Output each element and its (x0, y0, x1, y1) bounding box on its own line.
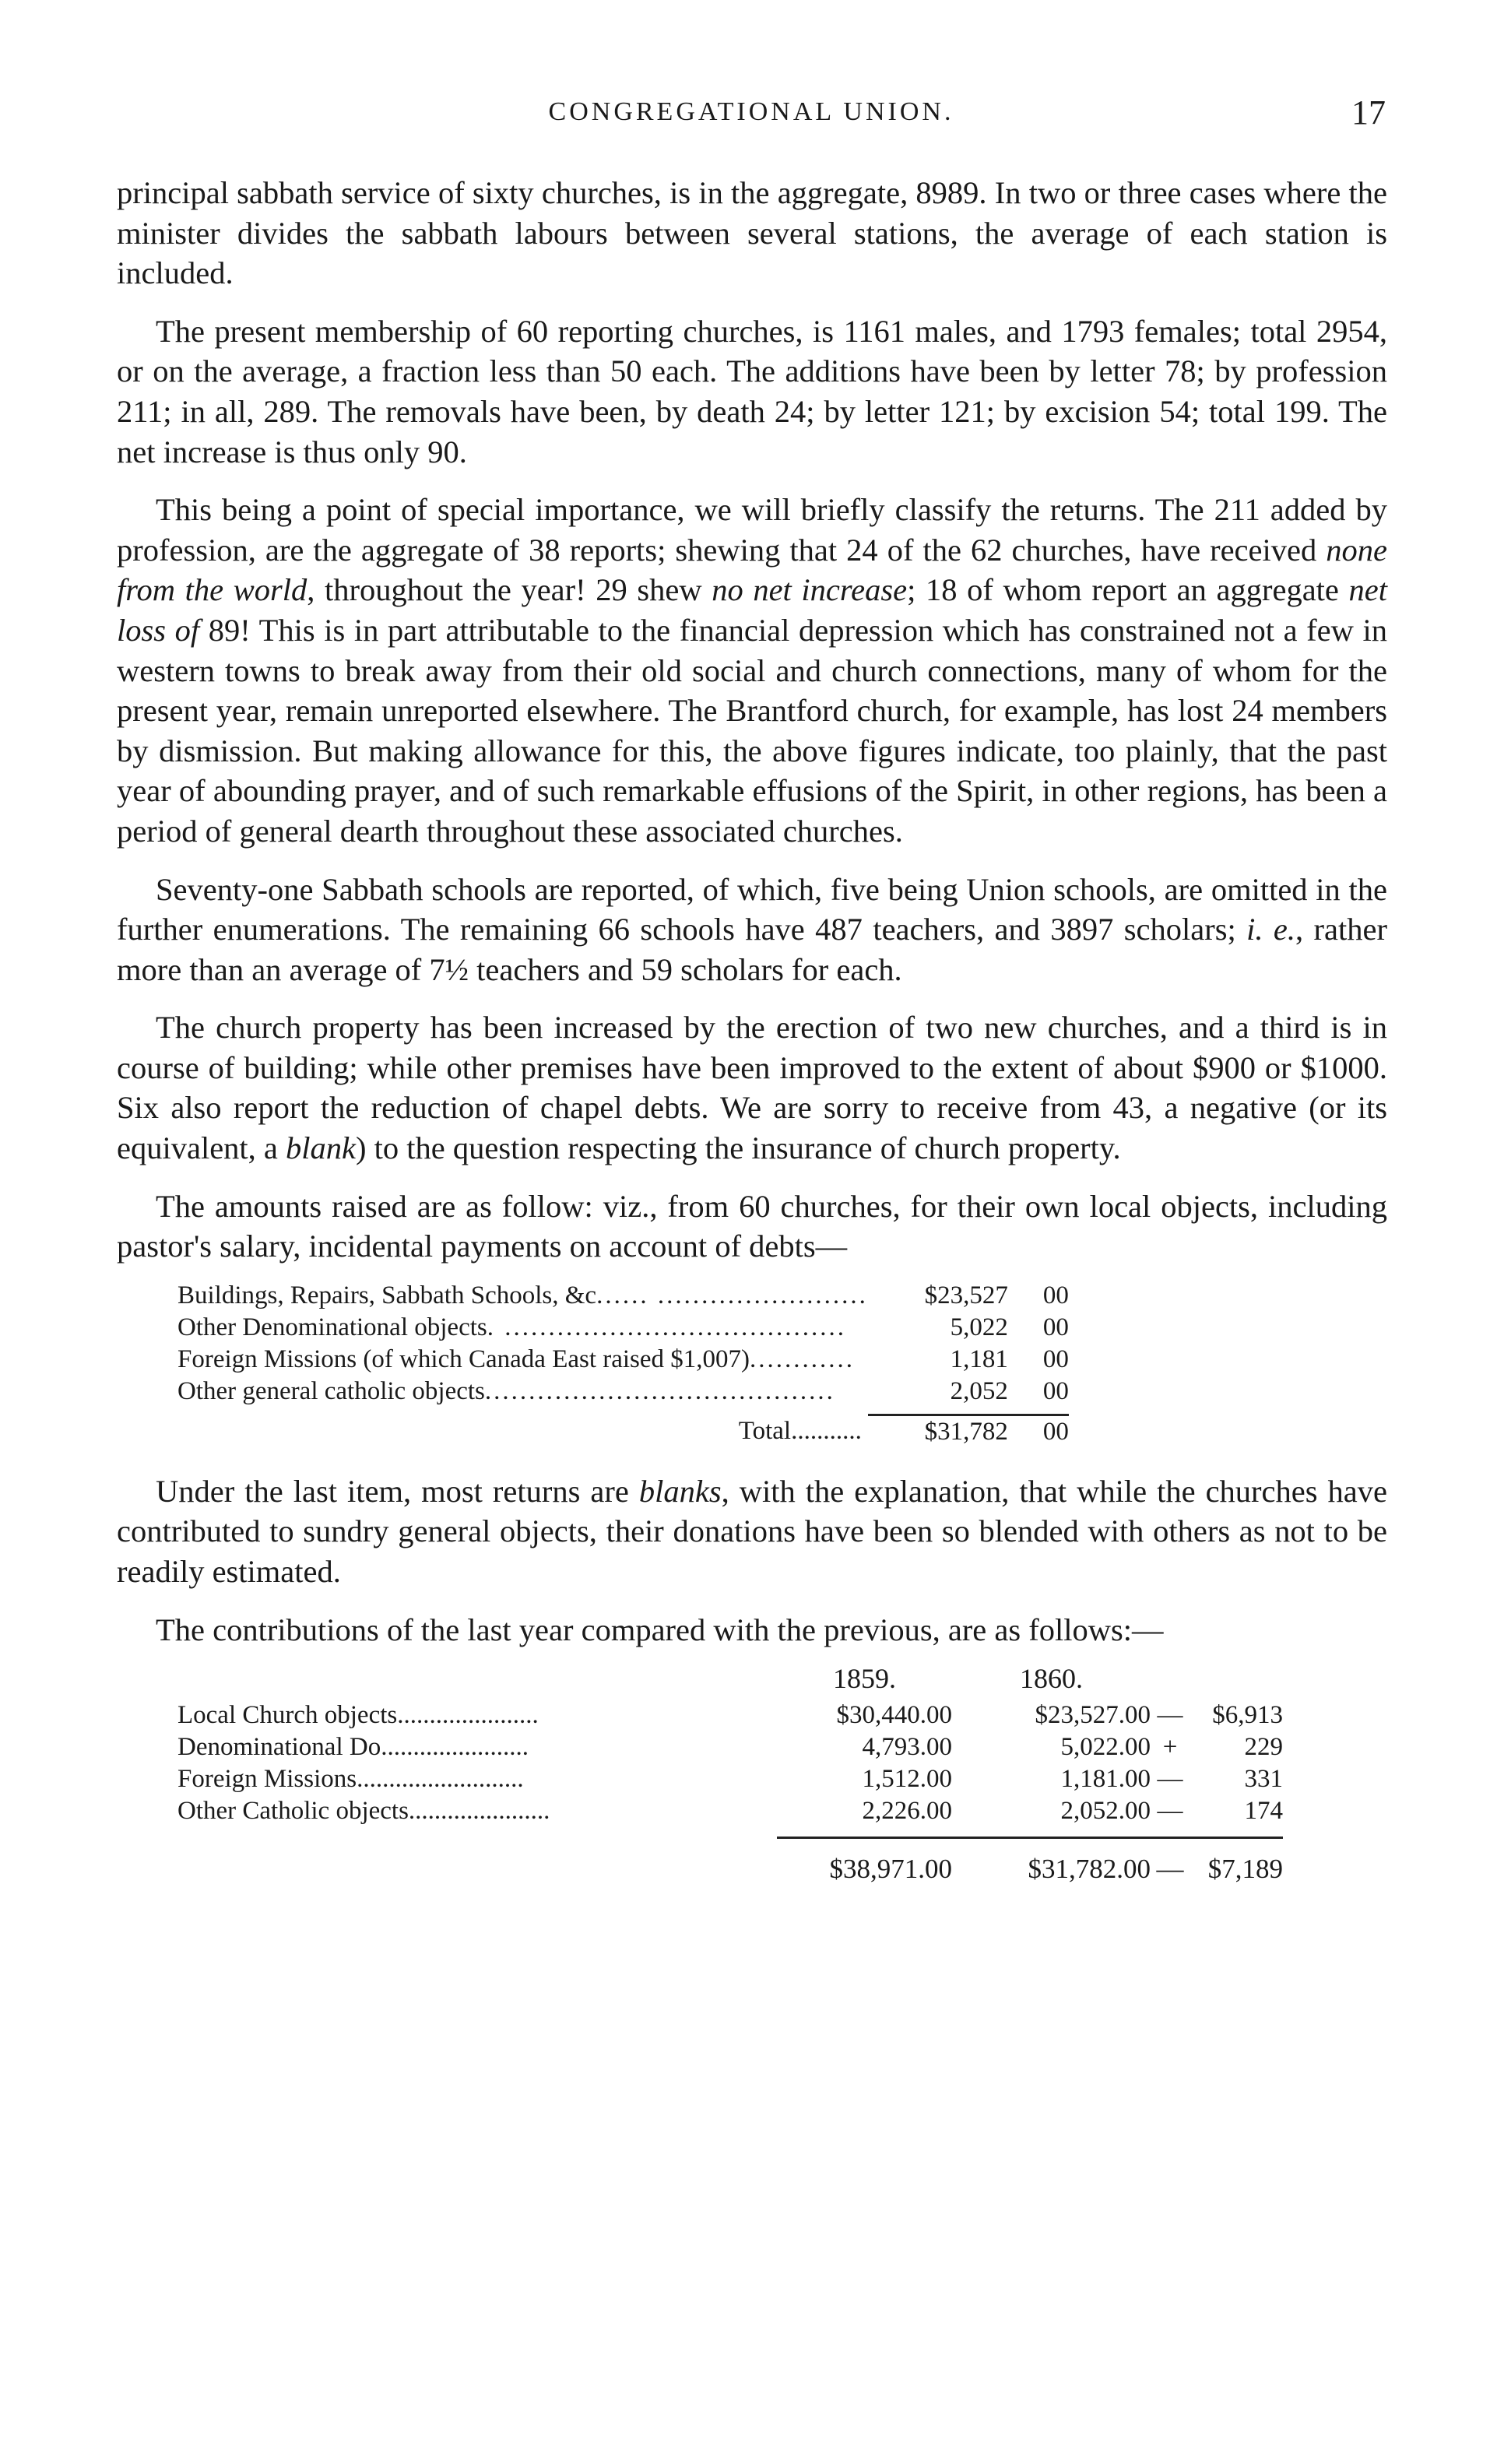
cents-cell: 00 (1042, 1313, 1069, 1341)
table-row (177, 1280, 1069, 1312)
italic-phrase: i. e. (1246, 912, 1296, 947)
paragraph-church-property (117, 1007, 1387, 1168)
paragraph-blanks (117, 1471, 1387, 1592)
spacer-cell (1190, 1663, 1283, 1699)
spacer-cell (177, 1838, 777, 1886)
cents-cell: 00 (1042, 1344, 1069, 1373)
italic-phrase: blank (286, 1130, 357, 1166)
text-run: ) to the question respecting the insurance of church property. (356, 1130, 1121, 1166)
label-text: Foreign Missions (177, 1765, 357, 1794)
table-row (177, 1312, 1069, 1344)
year-1859-header: 1859. (833, 1663, 896, 1695)
total-cents: 00 (1042, 1417, 1069, 1446)
paragraph-1 (117, 173, 1387, 294)
value-1859: 4,793.00 (862, 1733, 952, 1762)
table-row (177, 1795, 1283, 1827)
change-value: $6,913 (1212, 1701, 1283, 1730)
value-1859: $30,440.00 (836, 1701, 952, 1730)
table-row (177, 1376, 1069, 1408)
spacer-cell (177, 1663, 777, 1699)
label-text: Buildings, Repairs, Sabbath Schools, &c (177, 1281, 597, 1309)
italic-phrase: blanks (638, 1473, 722, 1509)
leader-dots: ............ (750, 1344, 856, 1373)
text-run: , throughout the year! 29 shew (307, 572, 712, 608)
row-label (177, 1795, 777, 1827)
sum-rule (1190, 1827, 1283, 1838)
total-rule-row (177, 1408, 1069, 1415)
year-header-row (177, 1663, 1283, 1699)
paragraph-amounts-text: The amounts raised are as follow: viz., from 60 churches, for their own local objects, including pastor's salary, incidental payments on account of debts— (117, 1188, 1387, 1264)
sum-rule (952, 1827, 1151, 1838)
change-value: 229 (1244, 1733, 1283, 1762)
amount-cell: 2,052 (950, 1376, 1008, 1405)
row-label (177, 1763, 777, 1795)
amount-cell: 1,181 (950, 1344, 1008, 1373)
year-1860-header: 1860. (1020, 1663, 1083, 1695)
leader-dots: ........................................ (484, 1376, 835, 1405)
value-1860: 2,052.00 (1060, 1797, 1151, 1826)
leader-dots: ........... (791, 1417, 862, 1446)
spacer-cell (177, 1827, 777, 1838)
paragraph-amounts-raised (117, 1186, 1387, 1267)
leader-dots: ...................... (397, 1701, 539, 1730)
value-1859: 2,226.00 (862, 1797, 952, 1826)
change-sign: — (1157, 1765, 1183, 1794)
row-label (177, 1376, 868, 1408)
row-label (177, 1312, 868, 1344)
total-change-sign: — (1156, 1854, 1184, 1885)
leader-dots: ...................... (408, 1797, 550, 1826)
total-label: Total (738, 1417, 792, 1446)
paragraph-sabbath-schools (117, 870, 1387, 990)
label-text: Other Catholic objects (177, 1797, 409, 1826)
paragraph-classification (117, 490, 1387, 851)
label-text: Other general catholic objects (177, 1376, 485, 1405)
leader-dots: ....................... (381, 1733, 529, 1762)
amount-cell: $23,527 (924, 1281, 1008, 1309)
text-run: Seventy-one Sabbath schools are reported, of which, five being Union schools, are omitted in the further enumerations. The remaining 66 schools have 487 teachers, and 3897 scholars; (117, 871, 1387, 947)
paragraph-comparison-text: The contributions of the last year compared with the previous, are as follows:— (156, 1612, 1164, 1647)
text-run: Under the last item, most returns are (156, 1473, 639, 1509)
italic-phrase: no net increase (712, 572, 908, 608)
italic-phrase: none from the world (117, 532, 1387, 608)
paragraph-comparison (117, 1610, 1387, 1650)
amount-cell: 5,022 (950, 1313, 1008, 1341)
table-row (177, 1344, 1069, 1376)
label-text: Local Church objects (177, 1701, 398, 1730)
text-run: The church property has been increased by the erection of two new churches, and a third is in course of building; while other premises have been improved to the extent of about $900 or $1000. Six also report the reduction of chapel debts. We are sorry to receive from 43, a negative (or its equivalent, a (117, 1010, 1387, 1166)
leader-dots: .......................... (357, 1765, 524, 1794)
amounts-table (177, 1280, 1069, 1448)
cents-cell: 00 (1042, 1281, 1069, 1309)
text-run: 89! This is in part attributable to the financial depression which has constrained not a few in western towns to break away from their old social and church connections, many of whom for the present year, remain unreported elsewhere. The Brantford church, for example, has lost 24 members by dismission. But making allowance for this, the above figures indicate, too plainly, that the past year of abounding prayer, and of such remarkable effusions of the Spirit, in other regions, has been a period of general dearth throughout these associated churches. (117, 612, 1387, 849)
sum-rule (777, 1827, 952, 1838)
row-label (177, 1344, 868, 1376)
row-label (177, 1280, 868, 1312)
table-row (177, 1699, 1283, 1731)
total-1860: $31,782.00 (1028, 1854, 1151, 1885)
total-label-cell (177, 1415, 868, 1448)
value-1860: 1,181.00 (1060, 1765, 1151, 1794)
label-text: Other Denominational objects (177, 1313, 487, 1341)
change-value: 331 (1244, 1765, 1283, 1794)
paragraph-membership-text: The present membership of 60 reporting churches, is 1161 males, and 1793 females; total 2954, or on the average, a fraction less than 50 each. The additions have been by letter 78; by profession 211; in all, 289. The removals have been, by death 24; by letter 121; by excision 54; total 199. The net increase is thus only 90. (117, 313, 1387, 469)
total-row (177, 1415, 1069, 1448)
leader-dots: . ....................................... (487, 1313, 846, 1341)
table-row (177, 1731, 1283, 1763)
value-1860: 5,022.00 (1060, 1733, 1151, 1762)
cents-cell: 00 (1042, 1376, 1069, 1405)
sum-rule-row (177, 1827, 1283, 1838)
label-text: Denominational Do (177, 1733, 381, 1762)
spacer-cell (1151, 1663, 1190, 1699)
change-sign: + (1162, 1733, 1178, 1762)
page-header (117, 93, 1386, 144)
page-number: 17 (1351, 93, 1386, 132)
spacer-cell (177, 1408, 868, 1415)
total-change-value: $7,189 (1207, 1854, 1283, 1885)
row-label (177, 1731, 777, 1763)
row-label (177, 1699, 777, 1731)
text-run: , with the explanation, that while the churches have contributed to sundry general objects, their donations have been so blended with others as not to be readily estimated. (117, 1473, 1387, 1590)
paragraph-membership (117, 311, 1387, 472)
leader-dots: ...... ........................ (596, 1281, 868, 1309)
paragraph-1-text: principal sabbath service of sixty churches, is in the aggregate, 8989. In two or three cases where the minister divides the sabbath labours between several stations, the average of each station is included. (117, 175, 1387, 291)
italic-phrase: net loss of (117, 572, 1388, 648)
table-row (177, 1763, 1283, 1795)
running-head: CONGREGATIONAL UNION. (548, 97, 954, 126)
comparison-table (177, 1663, 1283, 1885)
total-rule (868, 1408, 1069, 1415)
label-text: Foreign Missions (of which Canada East raised $1,007) (177, 1344, 750, 1373)
change-value: 174 (1244, 1797, 1283, 1826)
value-1859: 1,512.00 (862, 1765, 952, 1794)
totals-row (177, 1838, 1283, 1886)
text-run: ; 18 of whom report an aggregate (907, 572, 1349, 608)
sum-rule (1151, 1827, 1190, 1838)
total-1859: $38,971.00 (829, 1854, 952, 1885)
change-sign: — (1157, 1797, 1183, 1826)
page-body (117, 173, 1387, 1885)
text-run: , rather more than an average of 7½ teachers and 59 scholars for each. (117, 912, 1387, 987)
total-amount: $31,782 (924, 1417, 1008, 1446)
text-run: This being a point of special importance, we will briefly classify the returns. The 211 added by profession, are the aggregate of 38 reports; shewing that 24 of the 62 churches, have received (117, 492, 1387, 568)
change-sign: — (1157, 1701, 1183, 1730)
value-1860: $23,527.00 (1035, 1701, 1151, 1730)
